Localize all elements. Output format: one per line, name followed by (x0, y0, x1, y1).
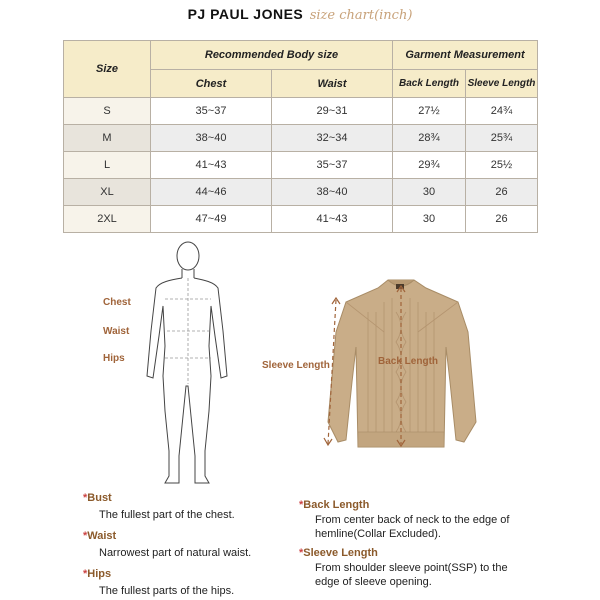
label-hips: Hips (103, 353, 125, 364)
chest-cell: 41~43 (151, 152, 272, 179)
col-sleeve-length: Sleeve Length (466, 70, 538, 98)
note-title: Back Length (303, 499, 370, 511)
note-title: Hips (87, 568, 112, 580)
body-notes (83, 492, 283, 598)
size-cell: XL (64, 179, 151, 206)
col-back-length: Back Length (393, 70, 466, 98)
table-row (64, 98, 538, 125)
back-length-cell: 30 (393, 206, 466, 233)
back-length-cell: 30 (393, 179, 466, 206)
note-bust: *Bust The fullest part of the chest. (83, 492, 283, 522)
brand-name: PJ PAUL JONES (187, 6, 304, 22)
table-row (64, 125, 538, 152)
body-size-header: Recommended Body size (151, 41, 393, 70)
note-title: Bust (87, 492, 112, 504)
size-cell: S (64, 98, 151, 125)
note-desc: The fullest part of the chest. (99, 509, 235, 521)
page-header (0, 6, 600, 28)
note-desc: The fullest parts of the hips. (99, 585, 235, 597)
size-cell: L (64, 152, 151, 179)
table-row (64, 206, 538, 233)
note-hips: *Hips The fullest parts of the hips. (83, 568, 283, 598)
note-sleeve-length: *Sleeve Length From shoulder sleeve point(SSP) to the edge of sleeve opening. (299, 547, 529, 589)
col-chest: Chest (151, 70, 272, 98)
label-sleeve-length: Sleeve Length (262, 360, 330, 371)
waist-cell: 32~34 (272, 125, 393, 152)
size-header: Size (64, 41, 151, 98)
chest-cell: 38~40 (151, 125, 272, 152)
size-table (63, 40, 538, 233)
chest-cell: 44~46 (151, 179, 272, 206)
note-desc: From shoulder sleeve point(SSP) to the edge of sleeve opening. (315, 562, 508, 588)
sleeve-length-cell: 26 (466, 179, 538, 206)
note-title: Sleeve Length (303, 547, 378, 559)
size-cell: M (64, 125, 151, 152)
garment-header: Garment Measurement (393, 41, 538, 70)
chart-subtitle: size chart(inch) (309, 8, 413, 23)
table-row (64, 179, 538, 206)
waist-cell: 38~40 (272, 179, 393, 206)
sleeve-length-cell: 26 (466, 206, 538, 233)
size-cell: 2XL (64, 206, 151, 233)
note-desc: From center back of neck to the edge of hemline(Collar Excluded). (315, 514, 510, 540)
waist-cell: 41~43 (272, 206, 393, 233)
note-back-length: *Back Length From center back of neck to the edge of hemline(Collar Excluded). (299, 499, 529, 541)
note-waist: *Waist Narrowest part of natural waist. (83, 530, 283, 560)
col-waist: Waist (272, 70, 393, 98)
back-length-cell: 29¾ (393, 152, 466, 179)
waist-cell: 35~37 (272, 152, 393, 179)
sleeve-length-cell: 25¾ (466, 125, 538, 152)
chest-cell: 35~37 (151, 98, 272, 125)
waist-cell: 29~31 (272, 98, 393, 125)
sweater-figure (318, 272, 478, 462)
garment-notes (299, 499, 529, 589)
body-outline-figure (125, 236, 255, 488)
label-waist: Waist (103, 326, 130, 337)
back-length-cell: 28¾ (393, 125, 466, 152)
sleeve-length-cell: 24¾ (466, 98, 538, 125)
label-chest: Chest (103, 297, 131, 308)
back-length-cell: 27½ (393, 98, 466, 125)
sleeve-length-cell: 25½ (466, 152, 538, 179)
table-row (64, 152, 538, 179)
note-desc: Narrowest part of natural waist. (99, 547, 252, 559)
chest-cell: 47~49 (151, 206, 272, 233)
label-back-length: Back Length (378, 356, 439, 367)
note-title: Waist (87, 530, 117, 542)
